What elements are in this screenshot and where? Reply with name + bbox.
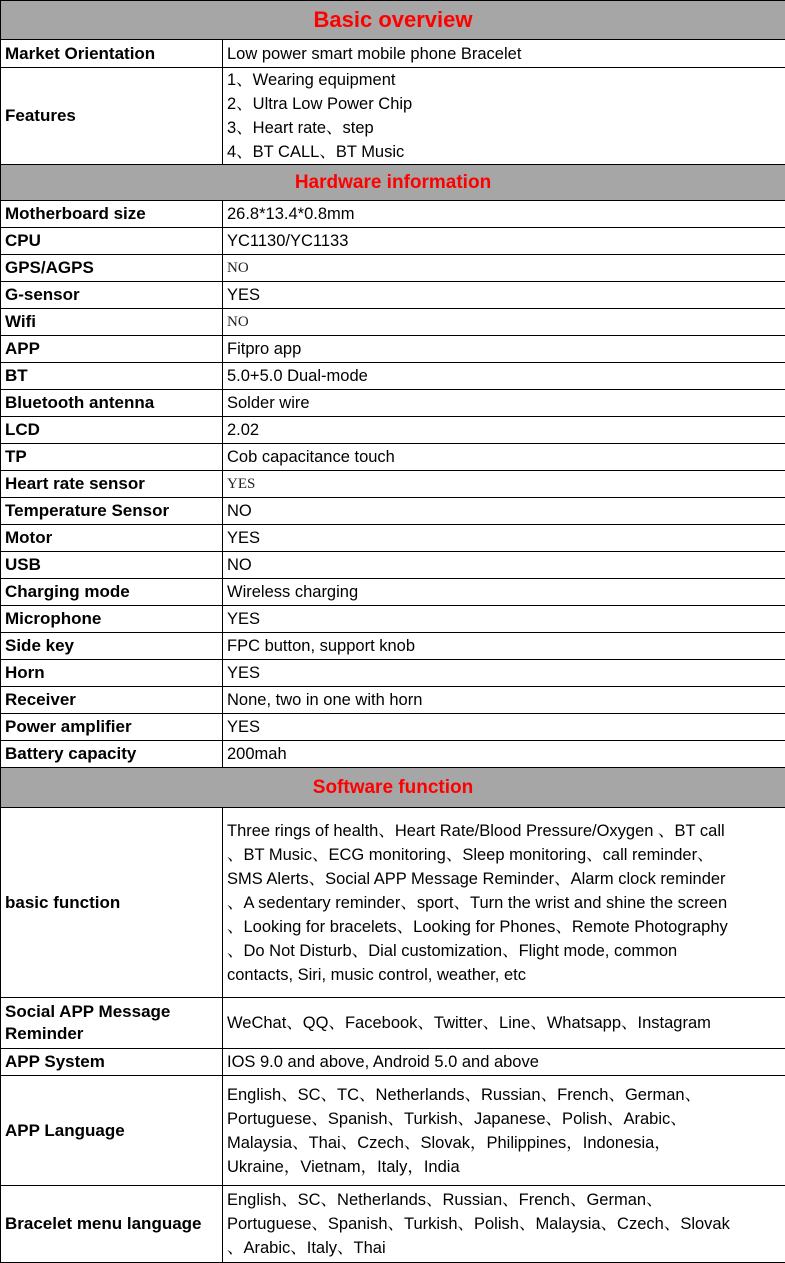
label-line: Social APP Message (5, 1002, 171, 1021)
spec-label: Temperature Sensor (1, 498, 223, 525)
spec-value: 200mah (223, 741, 785, 768)
spec-value: 5.0+5.0 Dual-mode (223, 363, 785, 390)
spec-value (223, 1076, 785, 1186)
spec-row (1, 1076, 785, 1186)
spec-label: APP Language (1, 1076, 223, 1186)
spec-row (1, 201, 785, 228)
label-line: Reminder (5, 1024, 84, 1043)
spec-row (1, 471, 785, 498)
feature-line: 1、Wearing equipment (227, 71, 396, 89)
spec-label: Features (1, 68, 223, 165)
spec-value: YC1130/YC1133 (223, 228, 785, 255)
spec-value: NO (223, 255, 785, 282)
spec-label: Charging mode (1, 579, 223, 606)
spec-row (1, 714, 785, 741)
spec-label: Motherboard size (1, 201, 223, 228)
spec-row (1, 808, 785, 998)
spec-value: Cob capacitance touch (223, 444, 785, 471)
spec-row (1, 579, 785, 606)
spec-value: YES (223, 660, 785, 687)
spec-label: Bluetooth antenna (1, 390, 223, 417)
spec-value (223, 1186, 785, 1263)
value-line: SMS Alerts、Social APP Message Reminder、Alarm clock reminder (227, 869, 726, 888)
spec-label: Horn (1, 660, 223, 687)
value-line: Three rings of health、Heart Rate/Blood Pressure/Oxygen 、BT call (227, 821, 725, 840)
value-line: Portuguese、Spanish、Turkish、Polish、Malaysia、Czech、Slovak (227, 1215, 730, 1233)
spec-label: LCD (1, 417, 223, 444)
spec-row (1, 633, 785, 660)
spec-row (1, 309, 785, 336)
spec-row (1, 282, 785, 309)
spec-value: FPC button, support knob (223, 633, 785, 660)
spec-row (1, 1186, 785, 1263)
spec-value: NO (223, 309, 785, 336)
spec-label: Heart rate sensor (1, 471, 223, 498)
spec-row (1, 687, 785, 714)
spec-row (1, 255, 785, 282)
spec-value (223, 68, 785, 165)
spec-label: GPS/AGPS (1, 255, 223, 282)
spec-label (1, 998, 223, 1049)
spec-value: YES (223, 471, 785, 498)
section-header-basic (1, 1, 785, 40)
spec-row (1, 1049, 785, 1076)
spec-label: CPU (1, 228, 223, 255)
section-title: Hardware information (1, 165, 785, 201)
spec-row (1, 336, 785, 363)
spec-label: basic function (1, 808, 223, 998)
spec-label: Market Orientation (1, 40, 223, 68)
value-line: Malaysia、Thai、Czech、Slovak，Philippines，Indonesia， (227, 1133, 671, 1152)
spec-value: WeChat、QQ、Facebook、Twitter、Line、Whatsapp、Instagram (223, 998, 785, 1049)
spec-row (1, 68, 785, 165)
spec-label: Wifi (1, 309, 223, 336)
spec-label: G-sensor (1, 282, 223, 309)
spec-label: Battery capacity (1, 741, 223, 768)
spec-label: Power amplifier (1, 714, 223, 741)
spec-value: Low power smart mobile phone Bracelet (223, 40, 785, 68)
spec-row (1, 444, 785, 471)
spec-row (1, 606, 785, 633)
spec-value: Fitpro app (223, 336, 785, 363)
spec-value: 26.8*13.4*0.8mm (223, 201, 785, 228)
spec-value: None, two in one with horn (223, 687, 785, 714)
spec-value: YES (223, 282, 785, 309)
value-line: 、Arabic、Italy、Thai (227, 1239, 386, 1257)
spec-value: Solder wire (223, 390, 785, 417)
spec-row (1, 228, 785, 255)
spec-label: USB (1, 552, 223, 579)
spec-label: Receiver (1, 687, 223, 714)
spec-row (1, 998, 785, 1049)
spec-row (1, 552, 785, 579)
section-header-software (1, 768, 785, 808)
spec-label: Microphone (1, 606, 223, 633)
feature-line: 3、Heart rate、step (227, 119, 374, 137)
spec-value: YES (223, 606, 785, 633)
value-line: Ukraine，Vietnam，Italy，India (227, 1157, 460, 1176)
value-line: 、A sedentary reminder、sport、Turn the wrist and shine the screen (227, 893, 728, 912)
spec-value: IOS 9.0 and above, Android 5.0 and above (223, 1049, 785, 1076)
spec-label: Side key (1, 633, 223, 660)
spec-row (1, 40, 785, 68)
feature-line: 4、BT CALL、BT Music (227, 143, 405, 161)
spec-label: Motor (1, 525, 223, 552)
spec-row (1, 525, 785, 552)
section-title: Software function (1, 768, 785, 808)
spec-row (1, 498, 785, 525)
spec-value: Wireless charging (223, 579, 785, 606)
spec-value: 2.02 (223, 417, 785, 444)
spec-value: NO (223, 552, 785, 579)
feature-line: 2、Ultra Low Power Chip (227, 95, 413, 113)
spec-value (223, 808, 785, 998)
spec-label: APP (1, 336, 223, 363)
spec-label: BT (1, 363, 223, 390)
spec-value: NO (223, 498, 785, 525)
value-line: 、Do Not Disturb、Dial customization、Flight mode, common (227, 941, 678, 960)
value-line: English、SC、TC、Netherlands、Russian、French、German、 (227, 1085, 702, 1104)
spec-value: YES (223, 525, 785, 552)
spec-row (1, 363, 785, 390)
spec-label: APP System (1, 1049, 223, 1076)
section-header-hardware (1, 165, 785, 201)
spec-label: Bracelet menu language (1, 1186, 223, 1263)
value-line: 、Looking for bracelets、Looking for Phones、Remote Photography (227, 917, 728, 936)
value-line: 、BT Music、ECG monitoring、Sleep monitoring、call reminder、 (227, 845, 714, 864)
spec-row (1, 741, 785, 768)
value-line: Portuguese、Spanish、Turkish、Japanese、Polish、Arabic、 (227, 1109, 687, 1128)
spec-row (1, 417, 785, 444)
spec-row (1, 390, 785, 417)
spec-row (1, 660, 785, 687)
value-line: contacts, Siri, music control, weather, etc (227, 965, 526, 984)
value-line: English、SC、Netherlands、Russian、French、German、 (227, 1191, 663, 1209)
spec-value: YES (223, 714, 785, 741)
section-title: Basic overview (1, 1, 785, 40)
spec-label: TP (1, 444, 223, 471)
